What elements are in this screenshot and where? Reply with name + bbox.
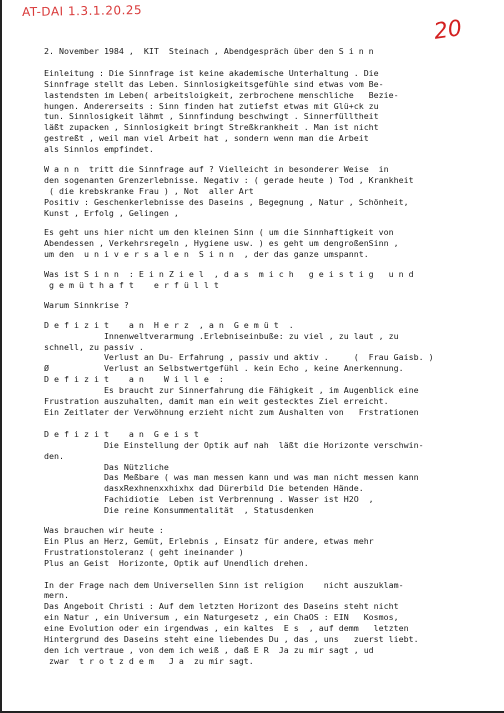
text-line: W a n n tritt die Sinnfrage auf ? Vielleicht in besonderer Weise in [44,164,389,175]
text-line: Frustration auszuhalten, damit man ein weit gestecktes Ziel erreicht. [44,396,389,407]
text-line: lastendsten im Leben( arbeitsloigkeit, zerbrochene menschliche Bezie- [44,89,399,100]
text-line: Plus an Geist Horizonte, Optik auf Unendlich drehen. [44,557,309,568]
text-line: D e f i z i t a n H e r z , a n G e m ü t . [44,319,294,330]
paragraph [44,68,484,155]
paragraph [44,164,484,218]
text-line: Das Angeboit Christi : Auf dem letzten Horizont des Daseins steht nicht [44,601,399,612]
text-line: Es geht uns hier nicht um den kleinen Sinn ( um die Sinnhaftigkeit von [44,227,394,238]
text-line: dasxRexhnenxxhixhx dad Dürerbild Die betenden Hände. [44,483,364,494]
text-line: tun. Sinnlosigkeit lähmt , Sinnfindung beschwingt . Sinnerfülltheit [44,111,379,122]
document-header: 2. November 1984 , KIT Steinach , Abendgespräch über den S i n n [44,46,374,56]
text-line: hungen. Andererseits : Sinn finden hat zutiefst etwas mit Glü+ck zu [44,100,379,111]
text-line: den ich vertraue , von dem ich weiß , daß E R Ja zu mir sagt , ud [44,644,374,655]
text-line: Positiv : Geschenkerlebnisse des Daseins , Begegnung , Natur , Schönheit, [44,196,409,207]
text-line: Ein Plus an Herz, Gemüt, Erlebnis , Einsatz für andere, etwas mehr [44,535,374,546]
paragraph [44,269,484,291]
text-line: Warum Sinnkrise ? [44,299,129,310]
text-line: Was brauchen wir heute : [44,524,164,535]
paragraph [44,227,484,260]
text-line: Fachidiotie Leben ist Verbrennung . Wasser ist H2O , [44,494,374,505]
text-line: eine Evolution oder ein irgendwas , ein kaltes E s , auf demm letzten [44,623,409,634]
text-line: zwar t r o t z d e m J a zu mir sagt. [44,655,254,666]
document-body [44,68,484,667]
text-line: mern. [44,590,69,601]
text-line: läßt zupacken , Sinnlosigkeit bringt Streßkrankheit . Man ist nicht [44,122,379,133]
text-line: Hintergrund des Daseins steht eine liebendes Du , das , uns zuerst liebt. [44,633,419,644]
text-line: Frustrationstoleranz ( geht ineinander ) [44,546,244,557]
text-line: Abendessen , Verkehrsregeln , Hygiene usw. ) es geht um dengroßenSinn , [44,238,399,249]
paragraph [44,300,484,311]
paragraph [44,525,484,569]
text-line: g e m ü t h a f t e r f ü l l t [44,280,219,291]
archive-stamp: AT-DAI 1.3.1.20.25 [21,2,143,20]
text-line: Ø Verlust an Selbstwertgefühl . kein Echo , keine Anerkennung. [44,363,404,374]
text-line: Kunst , Erfolg , Gelingen , [44,207,179,218]
typewritten-text [44,46,484,667]
text-line: Das Nützliche [44,461,169,472]
text-line: Das Meßbare ( was man messen kann und was man nicht messen kann [44,472,419,483]
paragraph [44,429,484,516]
text-line: D e f i z i t a n W i l l e : [44,374,224,385]
text-line: Verlust an Du- Erfahrung , passiv und aktiv . ( Frau Gaisb. ) [44,352,434,363]
text-line: als Sinnlos empfindet. [44,144,154,155]
text-line: schnell, zu passiv . [44,341,144,352]
text-line: um den u n i v e r s a l e n S i n n , der das ganze umspannt. [44,249,369,260]
text-line: Was ist S i n n : E i n Z i e l , d a s m i c h g e i s t i g u n d [44,269,414,280]
text-line: gestreßt , weil man viel Arbeit hat , sondern wenn man die Arbeit [44,133,369,144]
text-line: Sinnfrage stellt das Leben. Sinnlosigkeitsgefühle sind etwas vom Be- [44,78,384,89]
text-line: Die Einstellung der Optik auf nah läßt die Horizonte verschwin- [44,439,424,450]
paragraph [44,580,484,667]
text-line: ( die krebskranke Frau ) , Not aller Art [44,185,254,196]
text-line: ein Natur , ein Universum , ein Naturgesetz , ein ChaOS : EIN Kosmos, [44,612,399,623]
paragraph [44,320,484,418]
text-line: Es braucht zur Sinnerfahrung die Fähigkeit , im Augenblick eine [44,385,419,396]
text-line: Innenweltverarmung .Erlebniseinbuße: zu viel , zu laut , zu [44,330,399,341]
text-line: den sogenanten Grenzerlebnisse. Negativ : ( gerade heute ) Tod , Krankheit [44,174,414,185]
text-line: den. [44,450,64,461]
text-line: D e f i z i t a n G e i s t [44,428,199,439]
handwritten-page-number: 20 [432,16,464,45]
text-line: Einleitung : Die Sinnfrage ist keine akademische Unterhaltung . Die [44,67,379,78]
text-line: Ein Zeitlater der Verwöhnung erzieht nicht zum Aushalten von Frstrationen [44,406,419,417]
text-line: Die reine Konsummentalität , Statusdenken [44,505,314,516]
text-line: In der Frage nach dem Universellen Sinn ist religion nicht auszuklam- [44,579,404,590]
